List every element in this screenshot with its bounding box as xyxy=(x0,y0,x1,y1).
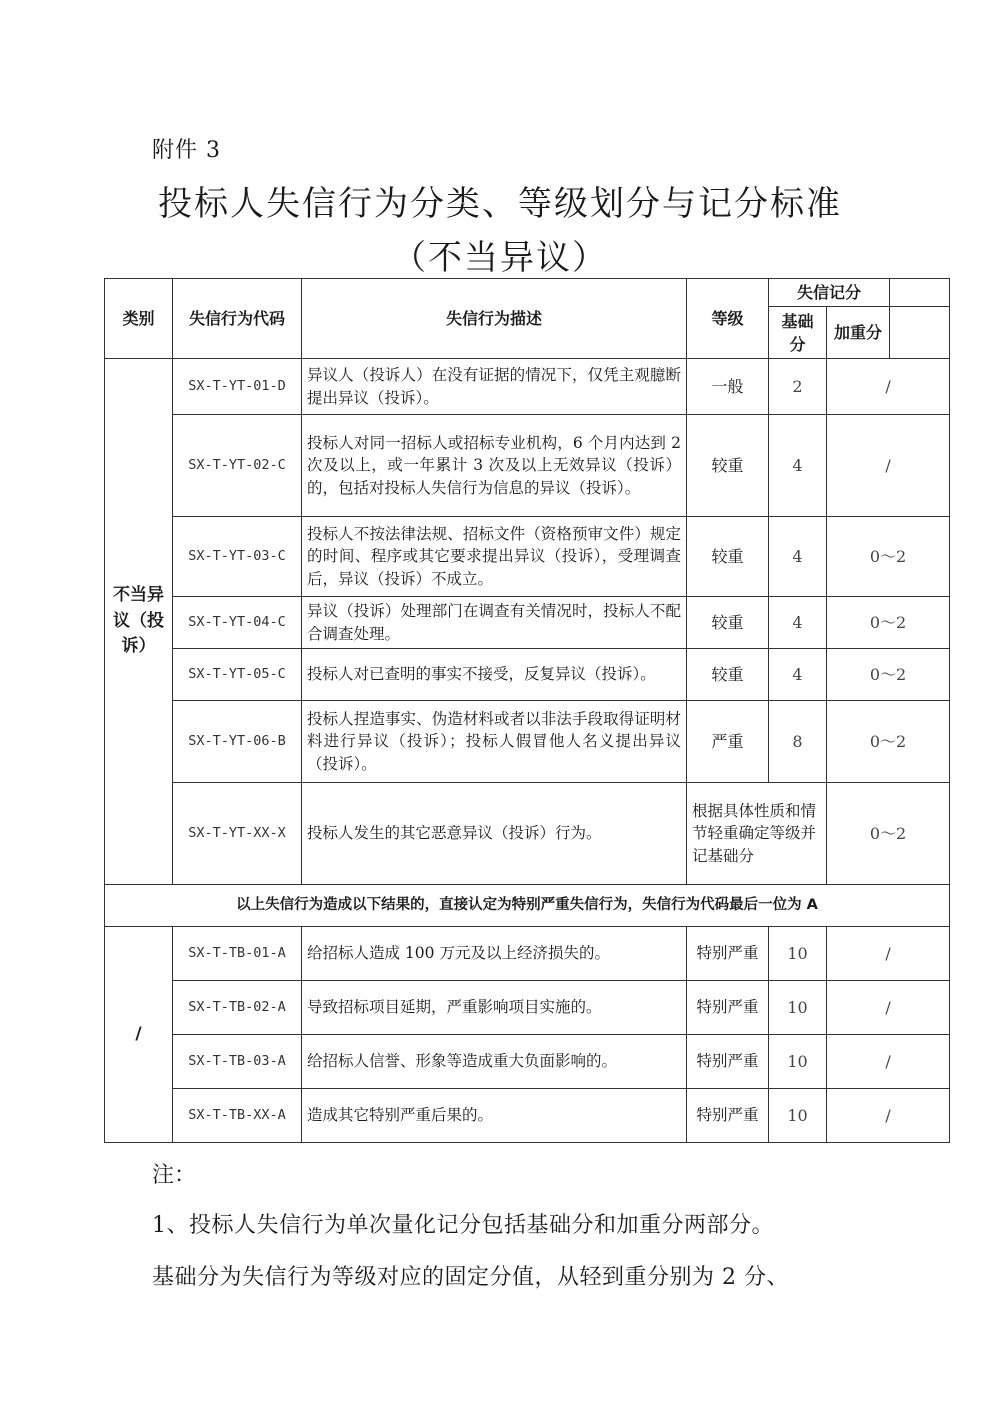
extra-score-cell: / xyxy=(827,359,950,415)
table-row xyxy=(105,1089,950,1143)
code-cell: SX-T-TB-02-A xyxy=(173,981,302,1035)
base-score-cell: 10 xyxy=(769,1089,827,1143)
table-row xyxy=(105,597,950,649)
code-cell: SX-T-TB-03-A xyxy=(173,1035,302,1089)
description-cell: 造成其它特别严重后果的。 xyxy=(302,1089,687,1143)
description-cell: 导致招标项目延期，严重影响项目实施的。 xyxy=(302,981,687,1035)
header-blank-cell xyxy=(890,279,950,307)
category-cell: 不当异议（投诉） xyxy=(105,359,173,885)
table-row xyxy=(105,359,950,415)
notes-line-2: 基础分为失信行为等级对应的固定分值，从轻到重分别为 2 分、 xyxy=(152,1265,789,1290)
description-cell: 给招标人造成 100 万元及以上经济损失的。 xyxy=(302,927,687,981)
extra-score-cell: 0～2 xyxy=(827,597,950,649)
extra-score-cell: 0～2 xyxy=(827,649,950,701)
code-cell: SX-T-TB-01-A xyxy=(173,927,302,981)
description-cell: 异议（投诉）处理部门在调查有关情况时，投标人不配合调查处理。 xyxy=(302,597,687,649)
base-score-cell: 2 xyxy=(769,359,827,415)
extra-score-cell: / xyxy=(827,927,950,981)
level-cell: 较重 xyxy=(687,517,769,597)
extra-score-cell: / xyxy=(827,1089,950,1143)
attachment-label: 附件 3 xyxy=(152,138,221,163)
level-cell: 根据具体性质和情节轻重确定等级并记基础分 xyxy=(687,783,827,885)
code-cell: SX-T-TB-XX-A xyxy=(173,1089,302,1143)
table-row xyxy=(105,927,950,981)
base-score-cell: 10 xyxy=(769,981,827,1035)
extra-score-cell: / xyxy=(827,1035,950,1089)
level-cell: 特别严重 xyxy=(687,1089,769,1143)
extra-score-cell: 0～2 xyxy=(827,783,950,885)
base-score-cell: 4 xyxy=(769,517,827,597)
category-cell: / xyxy=(105,927,173,1143)
table-row xyxy=(105,517,950,597)
level-cell: 特别严重 xyxy=(687,927,769,981)
code-cell: SX-T-YT-06-B xyxy=(173,701,302,783)
description-cell: 投标人不按法律法规、招标文件（资格预审文件）规定的时间、程序或其它要求提出异议（投诉），受理调查后，异议（投诉）不成立。 xyxy=(302,517,687,597)
description-cell: 投标人捏造事实、伪造材料或者以非法手段取得证明材料进行异议（投诉）；投标人假冒他人名义提出异议（投诉）。 xyxy=(302,701,687,783)
extra-score-cell: 0～2 xyxy=(827,517,950,597)
code-cell: SX-T-YT-04-C xyxy=(173,597,302,649)
header-extra-score: 加重分 xyxy=(827,307,890,359)
description-cell: 投标人发生的其它恶意异议（投诉）行为。 xyxy=(302,783,687,885)
header-blank-cell xyxy=(890,307,950,359)
code-cell: SX-T-YT-XX-X xyxy=(173,783,302,885)
level-cell: 较重 xyxy=(687,597,769,649)
page-subtitle: （不当异议） xyxy=(392,238,608,278)
special-note-row xyxy=(105,885,950,927)
header-description: 失信行为描述 xyxy=(302,279,687,359)
notes-label: 注： xyxy=(152,1163,197,1188)
header-level: 等级 xyxy=(687,279,769,359)
code-cell: SX-T-YT-01-D xyxy=(173,359,302,415)
level-cell: 较重 xyxy=(687,415,769,517)
notes-line-1: 1、投标人失信行为单次量化记分包括基础分和加重分两部分。 xyxy=(152,1213,774,1238)
description-cell: 投标人对已查明的事实不接受，反复异议（投诉）。 xyxy=(302,649,687,701)
code-cell: SX-T-YT-02-C xyxy=(173,415,302,517)
description-cell: 投标人对同一招标人或招标专业机构，6 个月内达到 2 次及以上，或一年累计 3 次及以上无效异议（投诉）的，包括对投标人失信行为信息的异议（投诉）。 xyxy=(302,415,687,517)
description-cell: 给招标人信誉、形象等造成重大负面影响的。 xyxy=(302,1035,687,1089)
scoring-table xyxy=(104,278,950,1143)
page-title: 投标人失信行为分类、等级划分与记分标准 xyxy=(158,184,842,224)
table-row xyxy=(105,783,950,885)
base-score-cell: 10 xyxy=(769,1035,827,1089)
extra-score-cell: / xyxy=(827,981,950,1035)
description-cell: 异议人（投诉人）在没有证据的情况下，仅凭主观臆断提出异议（投诉）。 xyxy=(302,359,687,415)
level-cell: 严重 xyxy=(687,701,769,783)
table-row xyxy=(105,981,950,1035)
special-note-cell: 以上失信行为造成以下结果的，直接认定为特别严重失信行为，失信行为代码最后一位为 A xyxy=(105,885,950,927)
base-score-cell: 4 xyxy=(769,649,827,701)
header-code: 失信行为代码 xyxy=(173,279,302,359)
base-score-cell: 4 xyxy=(769,415,827,517)
table-row xyxy=(105,1035,950,1089)
header-category: 类别 xyxy=(105,279,173,359)
header-base-score: 基础分 xyxy=(769,307,827,359)
extra-score-cell: / xyxy=(827,415,950,517)
extra-score-cell: 0～2 xyxy=(827,701,950,783)
base-score-cell: 10 xyxy=(769,927,827,981)
level-cell: 较重 xyxy=(687,649,769,701)
table-row xyxy=(105,701,950,783)
table-row xyxy=(105,649,950,701)
table-row xyxy=(105,415,950,517)
code-cell: SX-T-YT-05-C xyxy=(173,649,302,701)
level-cell: 特别严重 xyxy=(687,1035,769,1089)
header-score-group: 失信记分 xyxy=(769,279,890,307)
level-cell: 特别严重 xyxy=(687,981,769,1035)
level-cell: 一般 xyxy=(687,359,769,415)
base-score-cell: 4 xyxy=(769,597,827,649)
base-score-cell: 8 xyxy=(769,701,827,783)
code-cell: SX-T-YT-03-C xyxy=(173,517,302,597)
